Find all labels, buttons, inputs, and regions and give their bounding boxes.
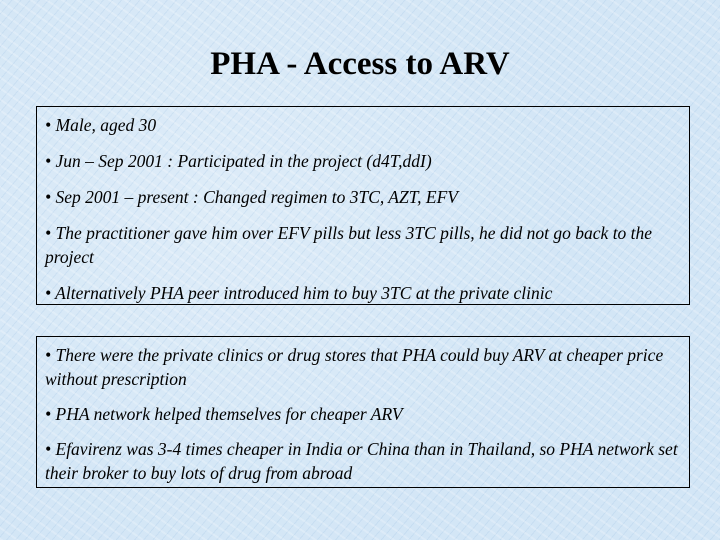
patient-case-box [36,106,690,305]
bullet-item: • PHA network helped themselves for cheaper ARV [45,404,403,424]
bullet-item: • Sep 2001 – present : Changed regimen to 3TC, AZT, EFV [45,187,458,207]
bullet-item: • The practitioner gave him over EFV pills but less 3TC pills, he did not go back to the project [45,223,653,267]
access-findings-box [36,336,690,488]
bullet-item: • Alternatively PHA peer introduced him to buy 3TC at the private clinic [45,283,553,303]
bullet-item: • Male, aged 30 [45,115,157,135]
slide-title: PHA - Access to ARV [210,46,510,82]
bullet-item: • Efavirenz was 3-4 times cheaper in India or China than in Thailand, so PHA network set their broker to buy lots of drug from abroad [45,439,678,483]
bullet-item: • Jun – Sep 2001 : Participated in the project (d4T,ddI) [45,151,432,171]
bullet-item: • There were the private clinics or drug stores that PHA could buy ARV at cheaper price without prescription [45,345,664,389]
